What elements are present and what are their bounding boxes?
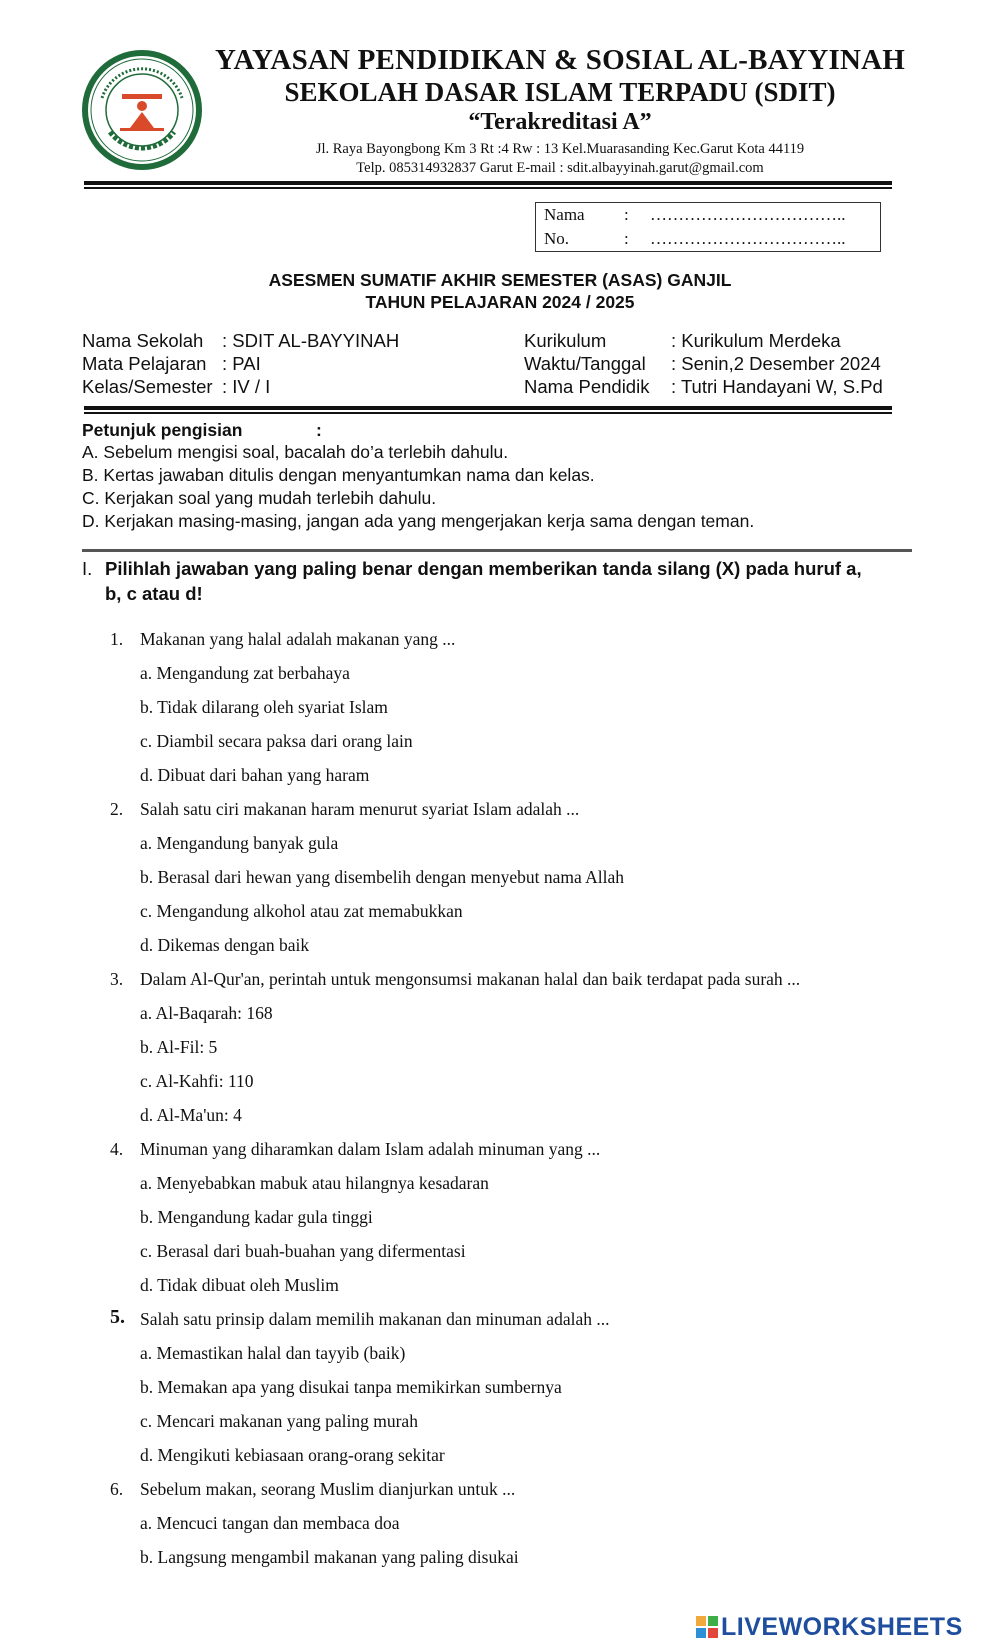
- section-text: [105, 556, 905, 606]
- section-number: I.: [82, 558, 93, 579]
- question-text: Dalam Al-Qur'an, perintah untuk mengonsumsi makanan halal dan baik terdapat pada surah ...: [140, 969, 801, 989]
- answer-option[interactable]: d. Dibuat dari bahan yang haram: [140, 765, 370, 785]
- answer-option[interactable]: d. Dikemas dengan baik: [140, 935, 310, 955]
- teacher-label: Nama Pendidik: [524, 376, 650, 397]
- answer-option[interactable]: c. Berasal dari buah-buahan yang difermentasi: [140, 1241, 466, 1261]
- instruction-item: D. Kerjakan masing-masing, jangan ada yang mengerjakan kerja sama dengan teman.: [82, 511, 755, 531]
- accreditation: “Terakreditasi A”: [468, 109, 652, 135]
- number-label: No.: [544, 229, 570, 248]
- section-line-1: Pilihlah jawaban yang paling benar dengan memberikan tanda silang (X) pada huruf a,: [105, 558, 862, 579]
- school-logo: [80, 48, 204, 172]
- foundation-name: YAYASAN PENDIDIKAN & SOSIAL AL-BAYYINAH: [214, 44, 906, 76]
- school-address: Jl. Raya Bayongbong Km 3 Rt :4 Rw : 13 Kel.Muarasanding Kec.Garut Kota 44119: [315, 141, 805, 157]
- question-text: Sebelum makan, seorang Muslim dianjurkan untuk ...: [140, 1479, 516, 1499]
- question-text: Salah satu ciri makanan haram menurut syariat Islam adalah ...: [140, 799, 580, 819]
- question-number: 6.: [110, 1479, 124, 1499]
- answer-option[interactable]: b. Langsung mengambil makanan yang paling disukai: [140, 1547, 519, 1567]
- instruction-item: C. Kerjakan soal yang mudah terlebih dahulu.: [82, 488, 437, 508]
- info-divider-thin: [84, 412, 892, 414]
- question-number: 1.: [110, 629, 124, 649]
- section-divider: [82, 549, 912, 552]
- liveworksheets-logo-icon: [696, 1616, 718, 1638]
- section-line-2: b, c atau d!: [105, 583, 203, 604]
- class-label: Kelas/Semester: [82, 376, 213, 397]
- school-name: SEKOLAH DASAR ISLAM TERPADU (SDIT): [284, 77, 836, 107]
- question-number: 5.: [110, 1306, 125, 1328]
- watermark-text: LIVEWORKSHEETS: [721, 1613, 963, 1641]
- name-blank[interactable]: ……………………………..: [650, 205, 846, 224]
- number-blank[interactable]: ……………………………..: [650, 229, 846, 248]
- answer-option[interactable]: c. Mencari makanan yang paling murah: [140, 1411, 418, 1431]
- answer-option[interactable]: b. Tidak dilarang oleh syariat Islam: [140, 697, 388, 717]
- exam-title: ASESMEN SUMATIF AKHIR SEMESTER (ASAS) GANJIL: [268, 270, 732, 290]
- instructions-heading: [82, 420, 322, 441]
- answer-option[interactable]: c. Diambil secara paksa dari orang lain: [140, 731, 413, 751]
- answer-option[interactable]: b. Berasal dari hewan yang disembelih dengan menyebut nama Allah: [140, 867, 625, 887]
- curriculum-value: : Kurikulum Merdeka: [671, 330, 841, 351]
- answer-option[interactable]: a. Mencuci tangan dan membaca doa: [140, 1513, 400, 1533]
- school-label: Nama Sekolah: [82, 330, 204, 351]
- answer-option[interactable]: d. Tidak dibuat oleh Muslim: [140, 1275, 339, 1295]
- instruction-item: B. Kertas jawaban ditulis dengan menyantumkan nama dan kelas.: [82, 465, 595, 485]
- teacher-value: : Tutri Handayani W, S.Pd: [671, 376, 883, 397]
- question-text: Salah satu prinsip dalam memilih makanan dan minuman adalah ...: [140, 1309, 610, 1329]
- answer-option[interactable]: d. Mengikuti kebiasaan orang-orang sekitar: [140, 1445, 445, 1465]
- answer-option[interactable]: c. Mengandung alkohol atau zat memabukkan: [140, 901, 463, 921]
- exam-year: TAHUN PELAJARAN 2024 / 2025: [365, 292, 635, 312]
- answer-option[interactable]: b. Al-Fil: 5: [140, 1037, 218, 1057]
- question-text: Makanan yang halal adalah makanan yang ...: [140, 629, 456, 649]
- header-divider-thin: [84, 187, 892, 189]
- curriculum-label: Kurikulum: [524, 330, 607, 351]
- question-text: Minuman yang diharamkan dalam Islam adalah minuman yang ...: [140, 1139, 601, 1159]
- time-label: Waktu/Tanggal: [524, 353, 646, 374]
- instructions-colon: :: [316, 420, 322, 440]
- school-contact: Telp. 085314932837 Garut E-mail : sdit.albayyinah.garut@gmail.com: [356, 160, 764, 176]
- instruction-item: A. Sebelum mengisi soal, bacalah do’a terlebih dahulu.: [82, 442, 509, 462]
- answer-option[interactable]: d. Al-Ma'un: 4: [140, 1105, 242, 1125]
- student-identity-box: [535, 202, 881, 252]
- question-number: 2.: [110, 799, 124, 819]
- question-number: 3.: [110, 969, 124, 989]
- answer-option[interactable]: a. Al-Baqarah: 168: [140, 1003, 273, 1023]
- header-divider-thick: [84, 181, 892, 185]
- subject-label: Mata Pelajaran: [82, 353, 207, 374]
- question-number: 4.: [110, 1139, 124, 1159]
- answer-option[interactable]: a. Menyebabkan mabuk atau hilangnya kesadaran: [140, 1173, 489, 1193]
- number-colon: :: [624, 229, 629, 248]
- answer-option[interactable]: a. Mengandung zat berbahaya: [140, 663, 350, 683]
- name-label: Nama: [544, 205, 585, 224]
- subject-value: : PAI: [222, 353, 261, 374]
- time-value: : Senin,2 Desember 2024: [671, 353, 881, 374]
- name-colon: :: [624, 205, 629, 224]
- info-divider-thick: [84, 406, 892, 410]
- instructions-heading-text: Petunjuk pengisian: [82, 420, 243, 440]
- class-value: : IV / I: [222, 376, 271, 397]
- answer-option[interactable]: b. Mengandung kadar gula tinggi: [140, 1207, 373, 1227]
- answer-option[interactable]: c. Al-Kahfi: 110: [140, 1071, 254, 1091]
- answer-option[interactable]: b. Memakan apa yang disukai tanpa memikirkan sumbernya: [140, 1377, 562, 1397]
- answer-option[interactable]: a. Memastikan halal dan tayyib (baik): [140, 1343, 406, 1363]
- school-value: : SDIT AL-BAYYINAH: [222, 330, 400, 351]
- answer-option[interactable]: a. Mengandung banyak gula: [140, 833, 339, 853]
